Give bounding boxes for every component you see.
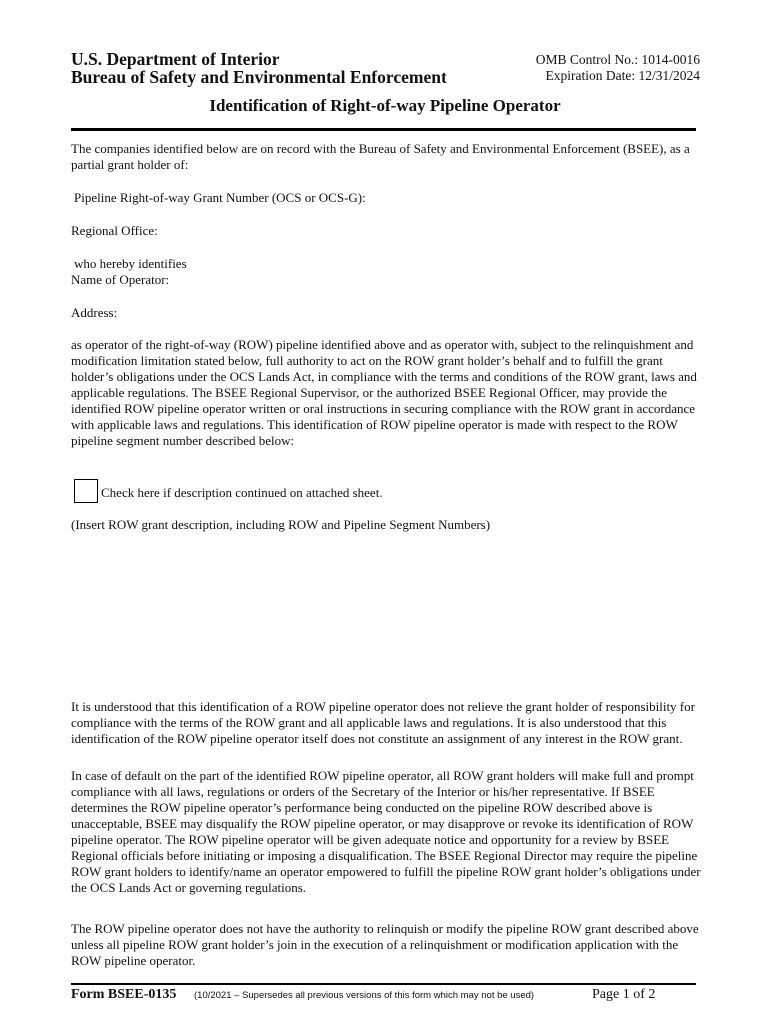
row-grant-description-field[interactable] [71,540,700,694]
checkbox-label: Check here if description continued on attached sheet. [101,485,383,500]
grant-number-label: Pipeline Right-of-way Grant Number (OCS or OCS-G): [74,190,366,205]
address-row [71,305,660,321]
footer-divider [71,983,696,985]
agency-header [71,50,447,86]
department-name: U.S. Department of Interior [71,49,280,69]
grant-number-input[interactable] [369,190,669,206]
default-paragraph: In case of default on the part of the identified ROW pipeline operator, all ROW grant holders will make full and prompt compliance with all laws, regulations or orders of the Secretary of the Interior or his/her representative. If BSEE determines the ROW pipeline operator’s performance being conducted on the pipeline ROW described above is unacceptable, BSEE may disqualify the ROW pipeline operator, or may disapprove or revoke its identification of ROW pipeline operator. The ROW pipeline operator will be given adequate notice and opportunity for a review by BSEE Regional officials before initiating or imposing a disqualification. The BSEE Regional Director may require the pipeline ROW grant holders to identify/name an operator empowered to fulfill the pipeline ROW grant holder’s obligations under the OCS Lands Act or governing regulations. [71,768,701,895]
operator-authority-paragraph: as operator of the right-of-way (ROW) pipeline identified above and as operator with, subject to the relinquishment and modification limitation stated below, full authority to act on the ROW grant holder’s behalf and to fulfill the grant holder’s obligations under the OCS Lands Act, in compliance with the terms and conditions of the ROW grant, laws and applicable regulations. The BSEE Regional Supervisor, or the authorized BSEE Regional Officer, may provide the identified ROW pipeline operator written or oral instructions in securing compliance with the ROW grant in accordance with applicable laws and regulations. This identification of ROW pipeline operator is made with respect to the ROW pipeline segment number described below: [71,337,697,448]
form-number: Form BSEE-0135 [71,987,177,1002]
description-instruction: (Insert ROW grant description, including ROW and Pipeline Segment Numbers) [71,517,491,532]
operator-name-label: Name of Operator: [71,272,170,287]
operator-name-row [71,272,672,288]
operator-name-input[interactable] [172,272,672,288]
regional-office-row [71,223,661,239]
title-divider [71,128,696,131]
continued-on-attached-sheet-checkbox[interactable] [74,479,98,503]
omb-control-number: OMB Control No.: 1014-0016 [535,52,700,67]
identifies-text: who hereby identifies [74,256,187,271]
page-number: Page 1 of 2 [592,987,656,1002]
regional-office-input[interactable] [161,223,661,239]
intro-text: The companies identified below are on record with the Bureau of Safety and Environmental Enforcement (BSEE), as a partial grant holder of: [71,141,690,172]
expiration-date: Expiration Date: 12/31/2024 [545,68,700,83]
relinquish-paragraph: The ROW pipeline operator does not have the authority to relinquish or modify the pipeline ROW grant described above unless all pipeline ROW grant holder’s join in the execution of a relinquishment or modification application with the ROW pipeline operator. [71,921,699,968]
form-title: Identification of Right-of-way Pipeline Operator [209,96,561,115]
address-input[interactable] [120,305,660,321]
understanding-paragraph: It is understood that this identification of a ROW pipeline operator does not relieve the grant holder of responsibility for compliance with the terms of the ROW grant and all applicable laws and regulations. It is also understood that this identification of the ROW pipeline operator itself does not constitute an assignment of any interest in the ROW grant. [71,699,695,746]
bureau-name: Bureau of Safety and Environmental Enforcement [71,67,447,87]
regional-office-label: Regional Office: [71,223,158,238]
grant-number-row [74,190,669,206]
omb-info [536,52,700,84]
supersedes-note: (10/2021 – Supersedes all previous versions of this form which may not be used) [194,990,535,1001]
address-label: Address: [71,305,118,320]
